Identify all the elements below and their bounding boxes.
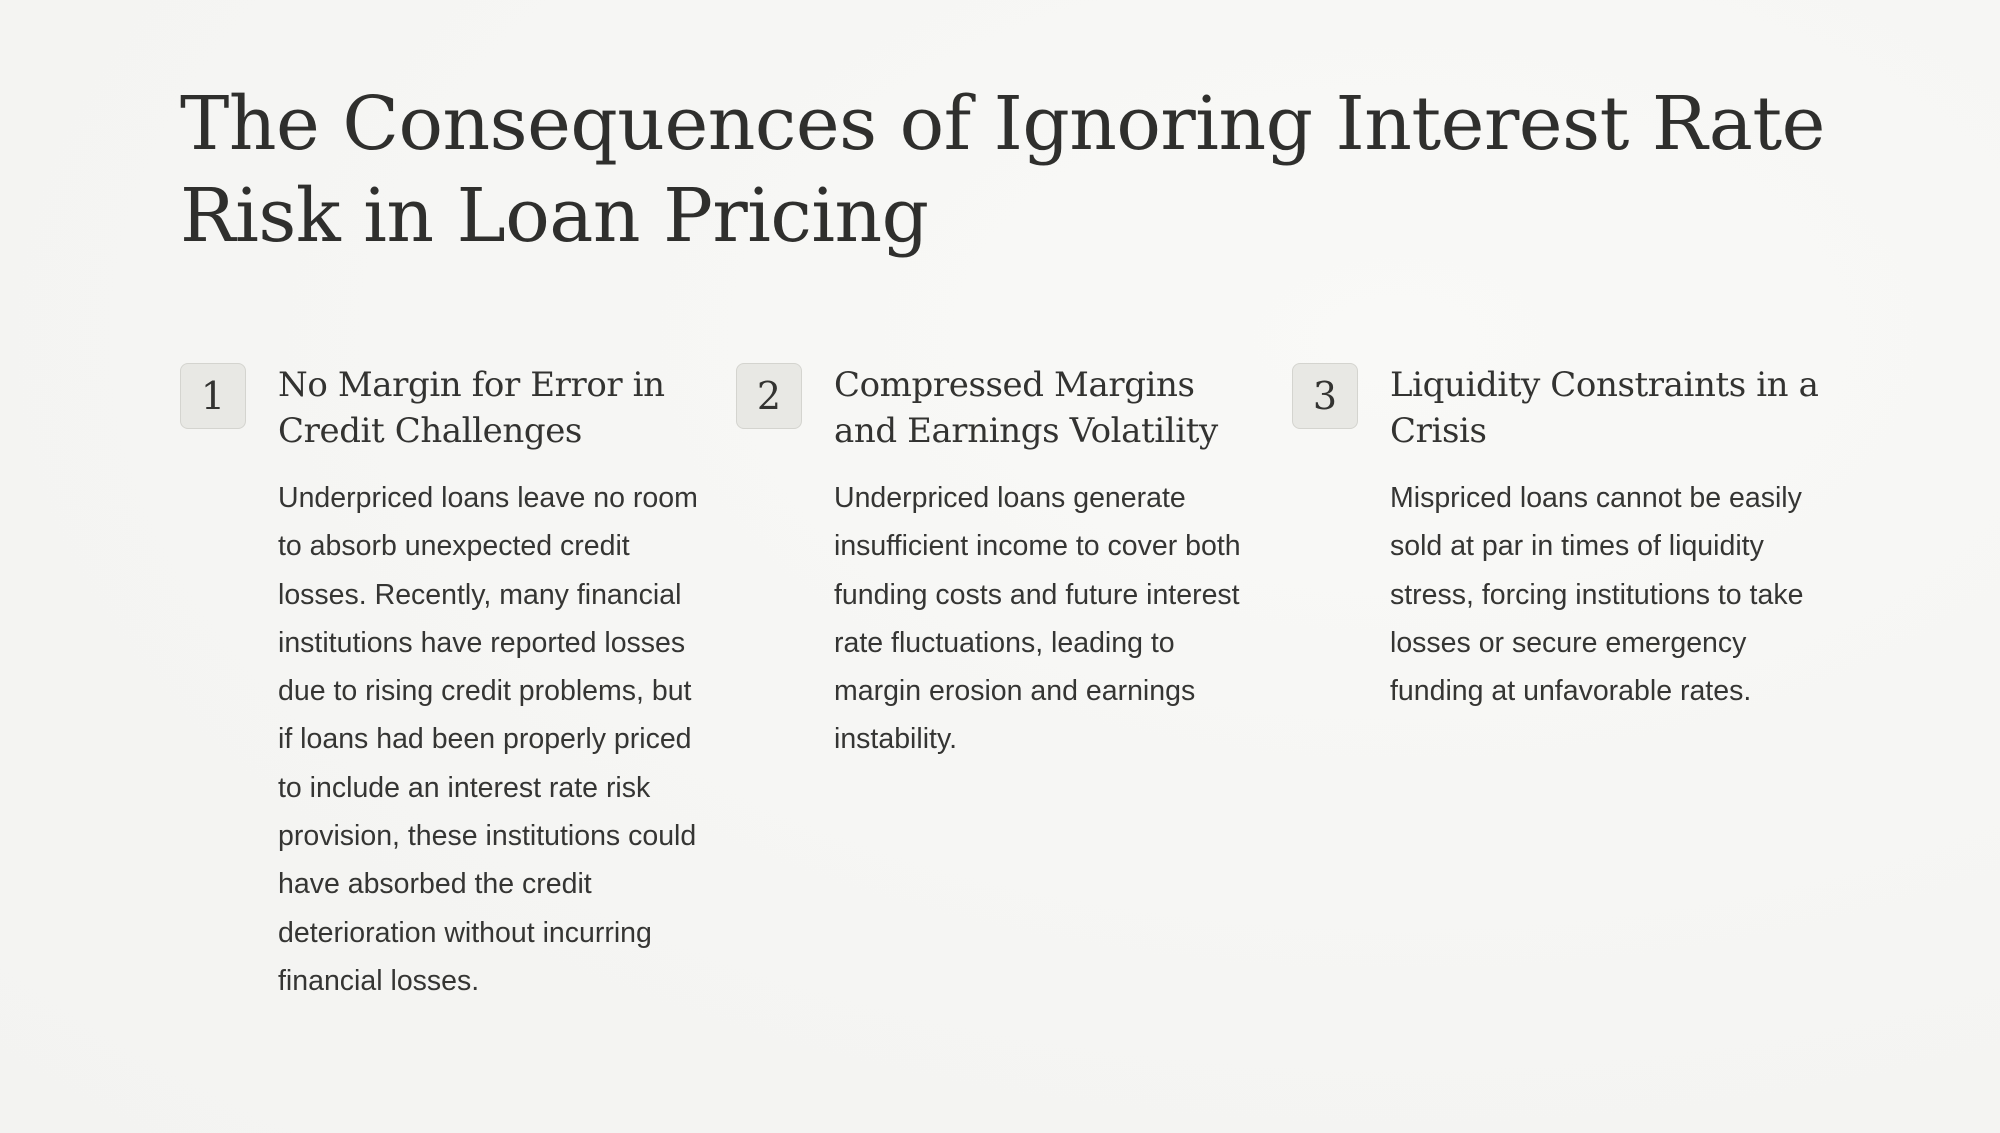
number-badge-2: 2: [736, 363, 802, 429]
consequence-heading-2: Compressed Margins and Earnings Volatility: [834, 365, 1218, 451]
page-title: The Consequences of Ignoring Interest Rate Risk in Loan Pricing: [180, 81, 1825, 259]
consequence-body-1: [278, 362, 708, 1005]
consequence-heading-1: No Margin for Error in Credit Challenges: [278, 365, 665, 451]
consequence-text-3: Mispriced loans cannot be easily sold at par in times of liquidity stress, forcing institutions to take losses or secure emergency funding at unfavorable rates.: [1390, 482, 1804, 708]
number-badge-3: 3: [1292, 363, 1358, 429]
consequence-body-3: [1390, 362, 1820, 715]
consequence-body-2: [834, 362, 1264, 764]
consequence-heading-3: Liquidity Constraints in a Crisis: [1390, 365, 1819, 451]
consequence-text-1: Underpriced loans leave no room to absorb unexpected credit losses. Recently, many financial institutions have reported losses due to rising credit problems, but if loans had been properly priced to include an interest rate risk provision, these institutions could have absorbed the credit deterioration without incurring financial losses.: [278, 482, 698, 997]
number-badge-1: 1: [180, 363, 246, 429]
consequence-text-2: Underpriced loans generate insufficient income to cover both funding costs and future interest rate fluctuations, leading to margin erosion and earnings instability.: [834, 482, 1241, 756]
